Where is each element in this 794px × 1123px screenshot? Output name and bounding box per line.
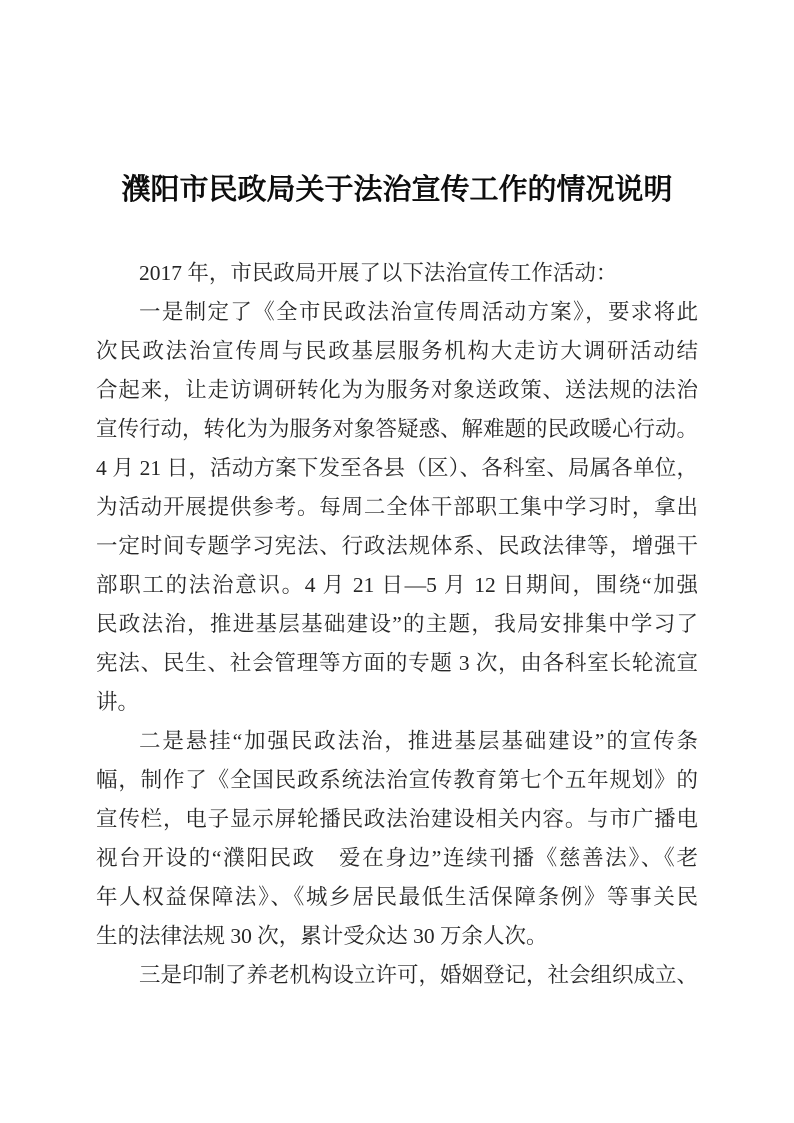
text-line: 视台开设的“濮阳民政 爱在身边”连续刊播《慈善法》、《老 (96, 846, 698, 870)
text-line: 为活动开展提供参考。每周二全体干部职工集中学习时，拿出 (96, 495, 698, 519)
text-line: 生的法律法规 30 次，累计受众达 30 万余人次。 (96, 924, 548, 948)
text-line: 宪法、民生、社会管理等方面的专题 3 次，由各科室长轮流宣 (96, 651, 698, 675)
text-line: 宣传栏，电子显示屏轮播民政法治建设相关内容。与市广播电 (96, 807, 698, 831)
text-line: 讲。 (96, 690, 140, 714)
text-line: 2017 年，市民政局开展了以下法治宣传工作活动： (139, 261, 618, 285)
text-line: 部职工的法治意识。4 月 21 日—5 月 12 日期间，围绕“加强 (96, 573, 698, 597)
paragraph (96, 722, 698, 956)
text-line: 合起来，让走访调研转化为为服务对象送政策、送法规的法治 (96, 378, 698, 402)
text-line: 宣传行动，转化为为服务对象答疑惑、解难题的民政暖心行动。 (96, 417, 698, 441)
paragraph (96, 293, 698, 722)
text-line: 4 月 21 日，活动方案下发至各县（区）、各科室、局属各单位， (96, 456, 698, 480)
text-line: 三是印制了养老机构设立许可，婚姻登记，社会组织成立、 (139, 963, 698, 987)
document-body (96, 254, 698, 995)
paragraph (96, 956, 698, 995)
text-line: 一是制定了《全市民政法治宣传周活动方案》，要求将此 (139, 300, 698, 324)
paragraph (96, 254, 698, 293)
text-line: 一定时间专题学习宪法、行政法规体系、民政法律等，增强干 (96, 534, 698, 558)
text-line: 次民政法治宣传周与民政基层服务机构大走访大调研活动结 (96, 339, 698, 363)
document-title: 濮阳市民政局关于法治宣传工作的情况说明 (121, 174, 673, 206)
text-line: 民政法治，推进基层基础建设”的主题，我局安排集中学习了 (96, 612, 698, 636)
text-line: 年人权益保障法》、《城乡居民最低生活保障条例》等事关民 (96, 885, 698, 909)
text-line: 二是悬挂“加强民政法治，推进基层基础建设”的宣传条 (139, 729, 698, 753)
text-line: 幅，制作了《全国民政系统法治宣传教育第七个五年规划》的 (96, 768, 698, 792)
